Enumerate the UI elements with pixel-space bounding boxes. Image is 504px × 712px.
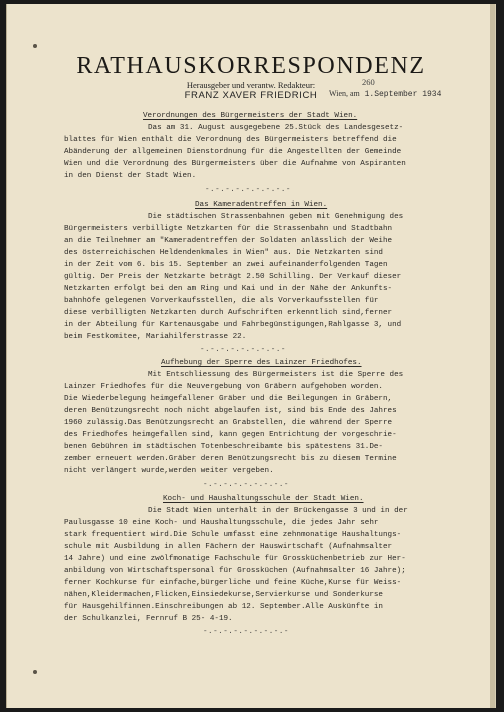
article-line: 1960 zulässig.Das Benützungsrecht an Grabstellen, die während der Sperre (64, 419, 393, 427)
article-line: deren Benützungsrecht noch nicht abgelaufen ist, sind bis Ende des Jahres (64, 407, 397, 415)
article-line: für Hausgehilfinnen.Einschreibungen ab 12. September.Alle Auskünfte in (64, 603, 383, 611)
article-line: des österreichischen Heldendenkmales in Wien" aus. Die Netzkarten sind (64, 249, 383, 257)
article-line: Wien und die Verordnung des Bürgermeisters über die Aufnahme von Aspiranten (64, 160, 406, 168)
article-line: des Friedhofes heimgefallen sind, kann gegen Entrichtung der vorgeschrie- (64, 431, 397, 439)
masthead-title: RATHAUSKORRESPONDENZ (76, 53, 426, 79)
date-value: 1.September 1934 (364, 90, 442, 99)
article-line: Die Stadt Wien unterhält in der Brückengasse 3 und in der (148, 507, 408, 515)
punch-hole (33, 670, 37, 674)
article-line: anbildung von Wirtschaftspersonal für Grossküchen (Aufnahmsalter 16 Jahre); (64, 567, 406, 575)
article-line: in der Zeit vom 6. bis 15. September an zwei aufeinanderfolgenden Tagen (64, 261, 388, 269)
article-line: ferner Kochkurse für einfache,bürgerliche und feine Küche,Kurse für Weiss- (64, 579, 402, 587)
article-line: schule mit Ausbildung in allen Fächern der Hauswirtschaft (Aufnahmsalter (64, 543, 393, 551)
article-line: Netzkarten erfolgt bei den am Ring und Kai und in der Nähe der Ankunfts- (64, 285, 393, 293)
article-heading: Das Kameradentreffen in Wien. (195, 201, 328, 209)
article-line: Paulusgasse 10 eine Koch- und Haushaltungsschule, die jedes Jahr sehr (64, 519, 379, 527)
article-heading: Verordnungen des Bürgermeisters der Stadt Wien. (143, 112, 358, 120)
article-line: Lainzer Friedhofes für die Neuvergebung von Gräbern aufgehoben worden. (64, 383, 383, 391)
article-line: blattes für Wien enthält die Verordnung des Bürgermeisters betreffend die (64, 136, 397, 144)
editor-name: FRANZ XAVER FRIEDRICH (184, 90, 318, 101)
article-line: in der Abteilung für Kartenausgabe und Fahrbegünstigungen,Rahlgasse 3, und (64, 321, 402, 329)
separator: -.-.-.-.-.-.-.-.- (203, 481, 289, 489)
separator: -.-.-.-.-.-.-.-.- (203, 628, 289, 636)
article-line: Das am 31. August ausgegebene 25.Stück des Landesgesetz- (148, 124, 404, 132)
article-line: Abänderung der allgemeinen Dienstordnung für die Angestellten der Gemeinde (64, 148, 402, 156)
page-number: 260 (362, 77, 375, 87)
article-line: gültig. Der Preis der Netzkarte beträgt 2.50 Schilling. Der Verkauf dieser (64, 273, 402, 281)
page-edge (490, 4, 495, 708)
article-line: in den Dienst der Stadt Wien. (64, 172, 197, 180)
article-line: nicht verlängert wurde,werden weiter vergeben. (64, 467, 274, 475)
dateline (329, 89, 441, 99)
article-heading: Koch- und Haushaltungsschule der Stadt Wien. (163, 495, 364, 503)
article-line: bahnhöfe gelegenen Vorverkaufsstellen, die als Vorverkaufsstellen für (64, 297, 379, 305)
article-line: Die Wiederbelegung heimgefallener Gräber und die Beilegungen in Gräbern, (64, 395, 393, 403)
article-line: diese verbilligten Netzkarten durch Aufschriften erkenntlich sind,ferner (64, 309, 393, 317)
article-line: Mit Entschliessung des Bürgermeisters ist die Sperre des (148, 371, 404, 379)
publisher-line: Herausgeber und verantw. Redakteur: (186, 80, 316, 90)
article-line: 14 Jahre) und eine zwölfmonatige Fachschule für Grossküchenbetrieb zur Her- (64, 555, 406, 563)
separator: -.-.-.-.-.-.-.-.- (205, 186, 291, 194)
article-line: zember erneuert werden.Gräber deren Benützungsrecht bis zu diesem Termine (64, 455, 397, 463)
article-line: Bürgermeisters verbilligte Netzkarten für die Strassenbahn und Stadtbahn (64, 225, 393, 233)
document-page (6, 4, 496, 708)
article-line: Die städtischen Strassenbahnen geben mit Genehmigung des (148, 213, 404, 221)
article-line: stark frequentiert wird.Die Schule umfasst eine zehnmonatige Haushaltungs- (64, 531, 402, 539)
article-line: der Schulkanzlei, Fernruf B 25- 4-19. (64, 615, 233, 623)
punch-hole (33, 44, 37, 48)
date-label: Wien, am (329, 89, 360, 98)
separator: -.-.-.-.-.-.-.-.- (200, 346, 286, 354)
article-line: an die Teilnehmer am "Kameradentreffen der Soldaten anlässlich der Weihe (64, 237, 393, 245)
article-line: benen Gebühren im städtischen Totenbeschreibamte bis spätestens 31.De- (64, 443, 383, 451)
article-heading: Aufhebung der Sperre des Lainzer Friedhofes. (161, 359, 362, 367)
article-line: nähen,Kleidermachen,Flicken,Einsiedekurse,Servierkurse und Sonderkurse (64, 591, 383, 599)
article-line: beim Festkomitee, Mariahilferstrasse 22. (64, 333, 247, 341)
